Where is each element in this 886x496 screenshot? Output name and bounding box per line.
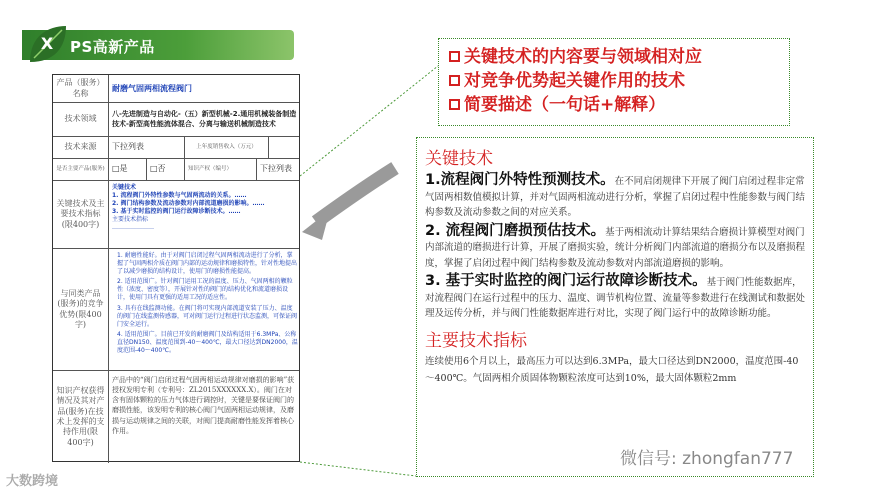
tech-item (425, 173, 805, 221)
key-tech-item: 3. 基于实时监控的阀门运行故障诊断技术。…… (112, 208, 241, 216)
key-tech-detail-box (416, 137, 814, 477)
tech-field-label: 技术领域 (53, 103, 109, 136)
key-point (449, 93, 779, 117)
key-tech-item: 1. 流程阀门外特性参数与气固两流动的关系。…… (112, 192, 247, 200)
compete-item: 3. 具有在线监测功能。在阀门将可实现内部流道安装了压力、温度的阀门在线监测传感器，可对阀门运行过程进行状态监测，可保证阀门安全运行。 (117, 304, 298, 328)
no-checkbox[interactable]: □否 (147, 159, 185, 180)
tech-item-text: 基于两相流动计算结果结合磨损计算模型对阀门内部流道的磨损进行计算，开展了磨损实验，统计分析阀门内部流道的磨损分布以及磨损程度，掌握了启闭过程中阀门结构参数及流动参数对内部流道磨损的影响。 (425, 226, 806, 269)
watermark-logo-left: 大数跨境 (6, 474, 59, 489)
compete-item: 2. 适用范围广。针对阀门运用工况的温度、压力、气固两相的颗粒性（浓度、密度等），开展针对性的阀门的结构优化和流道磨损设计，使用门具有更强的适用工况的适应性。 (117, 278, 293, 302)
checkbox-square-icon (449, 75, 460, 86)
ip-dropdown[interactable]: 下拉列表 (260, 164, 292, 174)
key-tech-dots: ………………… (112, 224, 154, 232)
tech-field-value: 八-先进制造与自动化-（五）新型机械-2.通用机械装备制造技术-新型高性能流体混合、分离与输送机械制造技术 (112, 110, 297, 128)
main-product-label: 是否主要产品(服务) (53, 159, 109, 180)
compete-label: 与同类产品(服务)的竞争优势(限400字) (53, 249, 109, 370)
tech-item-text: 在不同启闭规律下开展了阀门启闭过程非定常气固两相数值模拟计算，并对气固两相流动进行分析，掌握了启闭过程中性能参数与阀门结构参数及流动参数之间的对应关系。 (425, 176, 806, 218)
key-point-text: 关键技术的内容要与领域相对应 (464, 47, 702, 67)
key-tech-item: 2. 阀门结构参数及流动参数对内部流道磨损的影响。…… (112, 200, 265, 208)
tech-item (425, 224, 805, 272)
key-point-text: 简要描述（一句话+解释） (464, 95, 666, 115)
key-tech-indicator: 主要技术指标 (112, 216, 149, 224)
tech-source-label: 技术来源 (53, 137, 109, 158)
key-tech-content (109, 181, 301, 248)
tech-item-text: 基于阀门性能数据库，对流程阀门在运行过程中的压力、温度、调节机构位置、流量等参数进行在线测试和数据处理及远传分析，并与阀门性能数据库进行对比，实现了阀门运行中的故障诊断功能。 (425, 277, 806, 319)
table-row (53, 159, 299, 181)
key-points-box (438, 38, 790, 126)
compete-item: 1. 耐磨性能好。由于对阀门启闭过程气固两相流动进行了分析，掌握了气固两相介质在阀门内部的运动规律和磨损特性，针对性地提出了以减少磨损的结构设计，使用门的磨损性能提高。 (117, 252, 298, 276)
spec-text: 连续使用6个月以上，最高压力可以达到6.3MPa，最大口径达到DN2000，温度范围-40～400℃。气固两相介质固体物颗粒浓度可达到10%，最大固体颗粒2mm (425, 355, 799, 384)
revenue-label: 上年度销售收入（万元） (185, 137, 269, 158)
table-row (53, 75, 299, 103)
application-form-table (52, 74, 300, 462)
key-point (449, 69, 779, 93)
key-tech-title: 关键技术 (112, 184, 137, 191)
ip-label: 知识产权（编号） (185, 159, 257, 180)
compete-content (109, 249, 301, 370)
spec-title: 主要技术指标 (425, 330, 527, 351)
compete-item: 4. 适用范围广。目前已开发的耐磨阀门及结构适用于6.3MPa、公称直径DN150、温度范围到-40～400℃，最大口径达到DN2000，温度范围-40～400℃。 (117, 330, 298, 355)
ip-support-text: 产品中的“阀门启闭过程气固两相运动规律对磨损的影响”获授权发明专利（专利号：ZL2015XXXXXX.X）。阀门在对含有固体颗粒的压力气体进行调控时，关键是要保证阀门的磨损性能，该发明专利的核心阀门气固两相运动规律，及磨损与运动规律之间的关联，对阀门提高耐磨性能发挥着核心作用。 (112, 376, 295, 435)
revenue-input[interactable] (269, 137, 301, 158)
checkbox-square-icon (449, 99, 460, 110)
header-title: PS高新产品 (70, 38, 155, 56)
yes-checkbox[interactable]: □是 (109, 159, 147, 180)
product-name-label: 产品（服务）名称 (53, 75, 109, 102)
key-point (449, 45, 779, 69)
tech-source-dropdown[interactable]: 下拉列表 (109, 137, 185, 158)
checkbox-square-icon (449, 51, 460, 62)
table-row (53, 181, 299, 249)
key-tech-label: 关键技术及主要技术指标(限400字) (53, 181, 109, 248)
tech-item (425, 274, 805, 322)
key-point-text: 对竞争优势起关键作用的技术 (464, 71, 685, 91)
tech-item-heading: 3. 基于实时监控的阀门运行故障诊断技术。 (425, 273, 707, 289)
table-row (53, 371, 299, 463)
section-title: 关键技术 (425, 149, 493, 169)
header-badge-letter: X (40, 34, 54, 53)
ip-support-label: 知识产权获得情况及其对产品(服务)在技术上发挥的支持作用(限400字) (53, 371, 109, 463)
table-row (53, 249, 299, 371)
table-row (53, 103, 299, 137)
table-row (53, 137, 299, 159)
wechat-watermark: 微信号: zhongfan777 (620, 449, 794, 469)
product-name-value: 耐磨气固两相流程阀门 (112, 83, 192, 94)
tech-item-heading: 1.流程阀门外特性预测技术。 (425, 172, 615, 188)
tech-item-heading: 2. 流程阀门磨损预估技术。 (425, 222, 606, 239)
